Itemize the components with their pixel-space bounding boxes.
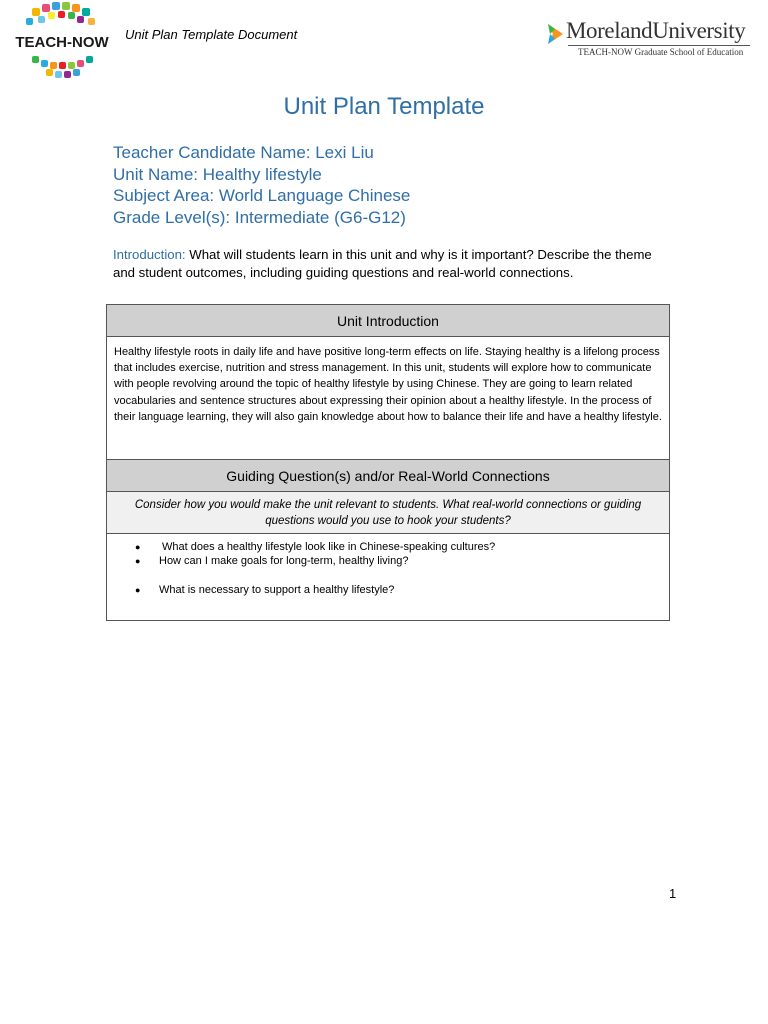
guiding-questions-header: Guiding Question(s) and/or Real-World Connections — [107, 460, 669, 492]
document-label: Unit Plan Template Document — [125, 27, 298, 42]
logo-arc-bottom-icon — [32, 56, 93, 78]
bullet-icon: ● — [135, 542, 141, 552]
grade-level: Grade Level(s): Intermediate (G6-G12) — [113, 207, 406, 227]
school-subtitle: TEACH-NOW Graduate School of Education — [578, 47, 744, 57]
logo-divider — [568, 45, 750, 46]
bullet-icon: ● — [135, 556, 141, 566]
bullet-icon: ● — [135, 585, 141, 595]
unit-plan-table — [106, 304, 670, 621]
university-name: MorelandUniversity — [566, 18, 746, 43]
page-number: 1 — [669, 886, 677, 901]
teach-now-logo — [12, 0, 112, 82]
unit-introduction-header: Unit Introduction — [107, 305, 669, 337]
moreland-arrow-icon — [546, 22, 566, 48]
unit-name: Unit Name: Healthy lifestyle — [113, 164, 322, 184]
subject-area: Subject Area: World Language Chinese — [113, 186, 411, 205]
introduction-text: What will students learn in this unit and why is it important? Describe the theme and student outcomes, including guiding questions and real-world connections. — [113, 247, 652, 280]
unit-meta — [113, 142, 410, 228]
unit-introduction-body: Healthy lifestyle roots in daily life and have positive long-term effects on life. Staying healthy is a lifelong process that includes exercise, nutrition and stress management. In this unit, students will explore how to communicate with people revolving around the topic of healthy lifestyle by using Chinese. They are going to learn related vocabularies and sentence structures about expressing their opinion about a healthy lifestyle. In the process of their language learning, they will also gain knowledge about how to balance their life and have a healthy lifestyle. — [107, 337, 669, 460]
guiding-questions-prompt: Consider how you would make the unit relevant to students. What real-world connections or guiding questions would you use to hook your students? — [107, 492, 669, 534]
teacher-name: Teacher Candidate Name: Lexi Liu — [113, 143, 374, 162]
page-title: Unit Plan Template — [283, 93, 485, 120]
introduction-paragraph — [113, 246, 673, 282]
guiding-questions-list: ● What does a healthy lifestyle look like in Chinese-speaking cultures? ● How can I make goals for long-term, healthy living? ● What is necessary to support a healthy lifestyle? — [135, 541, 496, 596]
logo-text: TEACH-NOW — [15, 34, 109, 51]
introduction-label: Introduction: — [113, 247, 186, 262]
moreland-university-logo — [546, 20, 752, 60]
logo-arc-top-icon — [26, 2, 95, 25]
